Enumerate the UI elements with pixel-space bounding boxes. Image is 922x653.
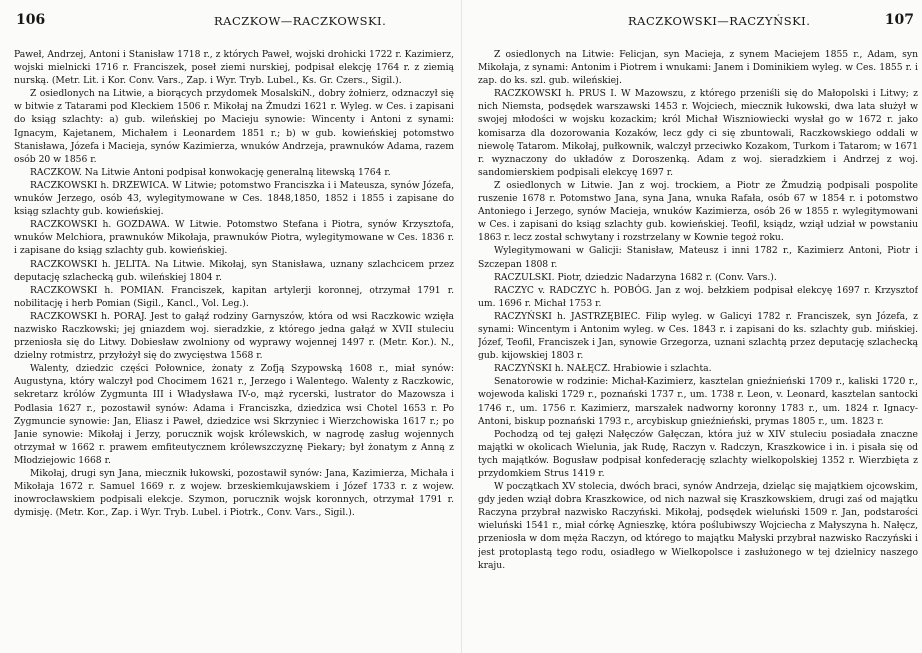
running-head: RACZKOWSKI—RACZYŃSKI. bbox=[628, 14, 811, 28]
right-page bbox=[478, 0, 918, 653]
page-number: 106 bbox=[16, 12, 46, 28]
left-page-body bbox=[14, 48, 454, 519]
running-head: RACZKOW—RACZKOWSKI. bbox=[214, 14, 387, 28]
paragraph: Paweł, Andrzej, Antoni i Stanisław 1718 r., z których Paweł, wojski drohicki 1722 r. Kazimierz, wojski mielnicki 1716 r. Franciszek, poseł ziemi nurskiej, podpisał elekcję 1764 r. z ziemią nurską. (Metr. Lit. i Kor. Conv. Vars., Zap. i Wyr. Tryb. Lubel., Ks. Gr. Czers., Sigil.). bbox=[14, 49, 454, 87]
paragraph: Walenty, dziedzic części Połownice, żonaty z Zofją Szypowską 1608 r., miał synów: Augustyna, który walczył pod Chocimem 1621 r., Jerzego i Walentego. Walenty z Raczkowic, sekretarz królów Zygmunta III i Władysława IV-o, mąż rycerski, lustrator do Mazowsza i Podlasia 1627 r., pozostawił synów: Adama i Franciszka, dziedzica wsi Chotel 1653 r. Po Zygmuncie synowie: Jan, Eliasz i Paweł, dziedzice wsi Skrzyniec i Wierzchowiska 1617 r.; po Janie synowie: Mikołaj i Jerzy, porucznik wojsk królewskich, w nagrodę zasług wojennych otrzymał w 1662 r. prawem emfiteutycznem królewszczyznę Piekary; był żonatym z Anną z Młodziejowic 1668 r. bbox=[14, 363, 454, 466]
paragraph: RACZKOWSKI h. DRZEWICA. W Litwie; potomstwo Franciszka i i Mateusza, synów Józefa, wnuków Jerzego, osób 43, wylegitymowane w Ces. 1848,1850, 1852 i 1855 i zapisane do ksiąg szlachty gub. kowieńskiej. bbox=[14, 179, 454, 218]
page-gutter bbox=[461, 0, 462, 653]
paragraph: W początkach XV stolecia, dwóch braci, synów Andrzeja, dzieląc się majątkiem ojcowskim, gdy jeden wziął dobra Kraszkowice, od nich nazwał się Kraszkowskiem, drugi zaś od majątku Raczyna przybrał nazwisko Raczyński. Mikołaj, podsędek wieluński 1509 r. Jan, podstarości wieluński 1541 r., miał córkę Agnieszkę, która poślubiwszy Wojciecha z Małyszyna h. Nałęcz, przeniosła w dom męża Raczyn, od którego to majątku Małyski przybrał nazwisko Raczyński i jest protoplastą tego rodu, osiadłego w Wielkopolsce i zasłużonego w tej dzielnicy naszego kraju. bbox=[478, 481, 918, 571]
paragraph: RACZKOWSKI h. PRUS I. W Mazowszu, z którego przeniśli się do Małopolski i Litwy; z nich Niemsta, podsędek warszawski 1453 r. Wojciech, miecznik łukowski, dwa lata służył w swojej młodości w wojsku kozackim; król Michał Wiszniowiecki wysłał go w 1672 r. jako komisarza dla dozorowania Kozaków, lecz gdy ci się zbuntowali, Raczkowskiego oddali w niewolę Tatarom. Mikołaj, pułkownik, walczył przeciwko Kozakom, Turkom i Tatarom; w 1671 r. wyznaczony do układów z Doroszenką. Adam z woj. sieradzkiem i Andrzej z woj. sandomierskiem podpisali elekcyę 1697 r. bbox=[478, 88, 918, 178]
right-page-body bbox=[478, 48, 918, 572]
paragraph: RACZKOWSKI h. JELITA. Na Litwie. Mikołaj, syn Stanisława, uznany szlachcicem przez deputację szlachecką gub. wileńskiej 1804 r. bbox=[14, 258, 454, 283]
paragraph: Mikołaj, drugi syn Jana, miecznik łukowski, pozostawił synów: Jana, Kazimierza, Michała i Mikołaja 1672 r. Samuel 1669 r. z wojew. brzeskiemkujawskiem i Józef 1733 r. z wojew. inowrocławskiem podpisali elekcje. Szymon, porucznik wojsk koronnych, otrzymał 1791 r. dymisję. (Metr. Kor., Zap. i Wyr. Tryb. Lubel. i Piotrk., Conv. Vars., Sigil.). bbox=[14, 468, 454, 519]
paragraph: Z osiedlonych w Litwie. Jan z woj. trockiem, a Piotr ze Żmudzią podpisali pospolite ruszenie 1678 r. Potomstwo Jana, syna Jana, wnuka Rafała, osób 67 w 1854 r. i potomstwo Antoniego i Jerzego, synów Macieja, wnuków Kazimierza, osób 26 w 1855 r. wylegitymowani w Ces. i zapisani do ksiąg szlachty gub. kowieńskiej. Teofil, ksiądz, wziął udział w powstaniu 1863 r. lecz został schwytany i rozstrzelany w Kownie tegoż roku. bbox=[478, 179, 918, 244]
left-page bbox=[14, 0, 454, 653]
paragraph: RACZYC v. RADCZYC h. POBÓG. Jan z woj. bełzkiem podpisał elekcyę 1697 r. Krzysztof um. 1696 r. Michał 1753 r. bbox=[478, 284, 918, 309]
paragraph: RACZYŃSKI h. JASTRZĘBIEC. Filip wyleg. w Galicyi 1782 r. Franciszek, syn Józefa, z synami: Wincentym i Antonim wyleg. w Ces. 1843 r. i zapisani do ks. szlachty gub. mińskiej. Józef, Teofil, Franciszek i Jan, synowie Grzegorza, uznani szlachtą przez deputację szlachecką gub. kijowskiej 1803 r. bbox=[478, 310, 918, 362]
paragraph: Wylegitymowani w Galicji: Stanisław, Mateusz i inni 1782 r., Kazimierz Antoni, Piotr i Szczepan 1808 r. bbox=[478, 245, 918, 270]
paragraph: RACZYŃSKI h. NAŁĘCZ. Hrabiowie i szlachta. bbox=[494, 363, 712, 375]
page-number: 107 bbox=[884, 12, 914, 28]
paragraph: RACZULSKI. Piotr, dziedzic Nadarzyna 1682 r. (Conv. Vars.). bbox=[494, 271, 777, 283]
paragraph: RACZKOW. Na Litwie Antoni podpisał konwokację generalną litewską 1764 r. bbox=[30, 166, 391, 178]
left-page-header bbox=[14, 4, 454, 32]
right-page-header bbox=[478, 4, 918, 32]
paragraph: RACZKOWSKI h. POMIAN. Franciszek, kapitan artylerji koronnej, otrzymał 1791 r. nobilitację i herb Pomian (Sigil., Kancl., Vol. Leg.). bbox=[14, 284, 454, 309]
paragraph: RACZKOWSKI h. GOZDAWA. W Litwie. Potomstwo Stefana i Piotra, synów Krzysztofa, wnuków Melchiora, prawnuków Mikołaja, prawnuków Piotra, wylegitymowane w Ces. 1836 r. i zapisane do ksiąg szlachty gub. kowieńskiej. bbox=[14, 219, 454, 257]
paragraph: Pochodzą od tej gałęzi Nałęczów Gałęczan, która już w XIV stuleciu posiadała znaczne majątki w okolicach Wielunia, jak Rudę, Raczyn v. Radczyn, Kraszkowice i in. i pisała się od tych majątków. Bogusław podpisał konfederację szlachty wielkopolskiej 1352 r. Wierzbięta z przydomkiem Strus 1419 r. bbox=[478, 428, 918, 479]
paragraph: Z osiedlonych na Litwie: Felicjan, syn Macieja, z synem Maciejem 1855 r., Adam, syn Mikołaja, z synami: Antonim i Piotrem i wnukami: Janem i Dominikiem wyleg. w Ces. 1855 r. i zap. do ks. szl. gub. wileńskiej. bbox=[478, 49, 918, 87]
paragraph: RACZKOWSKI h. PORAJ. Jest to gałąź rodziny Garnyszów, która od wsi Raczkowic wzięła nazwisko Raczkowski; jej gniazdem woj. sieradzkie, z którego jedna gałąź w XVII stuleciu przeniosła się do Litwy. Dobiesław zwolniony od wyprawy wojennej 1497 r. (Metr. Kor.). N., dzielny rotmistrz, przyłożył się do zwycięstwa 1568 r. bbox=[14, 310, 454, 362]
paragraph: Z osiedlonych na Litwie, a biorących przydomek MosalskiN., dobry żołnierz, odznaczył się w bitwie z Tatarami pod Kleckiem 1506 r. Mikołaj na Żmudzi 1621 r. Wyleg. w Ces. i zapisani do ksiąg szlachty: a) gub. wileńskiej po Macieju synowie: Wincenty i Antoni z synami: Ignacym, Kajetanem, Michałem i Leonardem 1851 r.; b) w gub. kowieńskiej potomstwo Stanisława, Józefa i Macieja, synów Kazimierza, wnuków Andrzeja, prawnuków Adama, razem osób 20 w 1856 r. bbox=[14, 88, 454, 165]
paragraph: Senatorowie w rodzinie: Michał-Kazimierz, kasztelan gnieźnieński 1709 r., kaliski 1720 r., wojewoda kaliski 1729 r., poznański 1737 r., um. 1738 r. Leon, v. Leonard, kasztelan santocki 1746 r., um. 1756 r. Kazimierz, marszałek nadworny koronny 1783 r., um. 1824 r. Ignacy-Antoni, biskup poznański 1793 r., arcybiskup gnieźnieński, prymas 1805 r., um. 1823 r. bbox=[478, 376, 918, 427]
